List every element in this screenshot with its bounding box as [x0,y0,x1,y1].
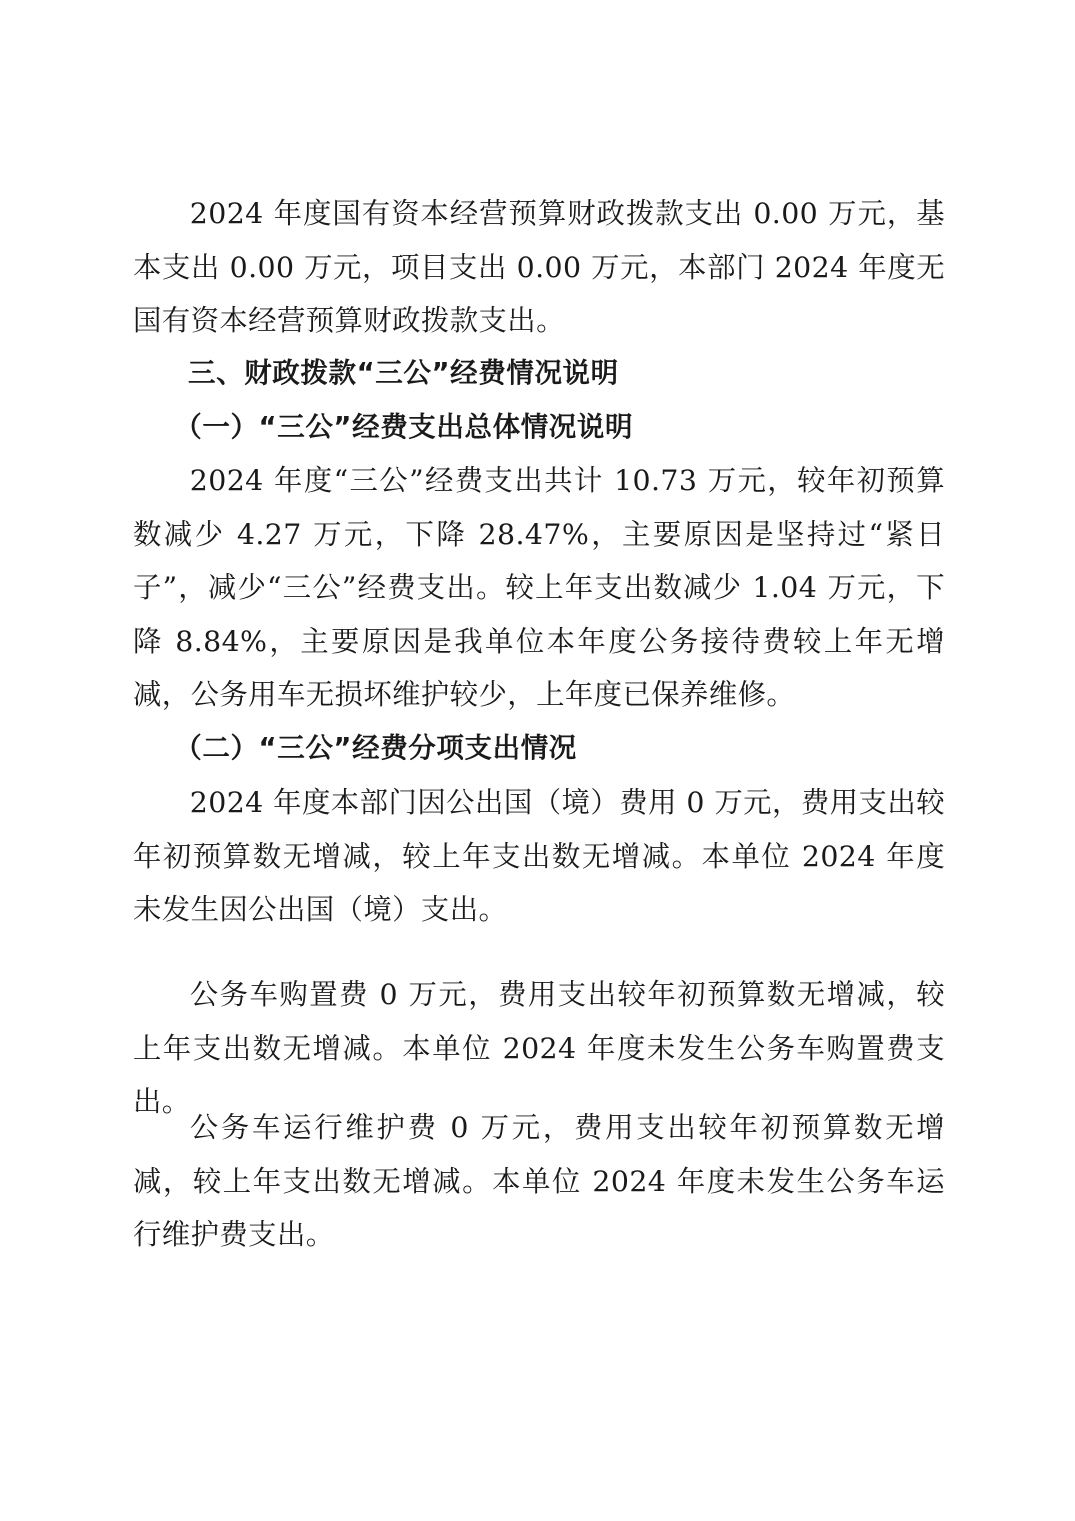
paragraph-overseas-travel: 2024 年度本部门因公出国（境）费用 0 万元，费用支出较年初预算数无增减，较上年支出数无增减。本单位 2024 年度未发生因公出国（境）支出。 [133,786,945,926]
subsection-heading-overall: （一）“三公”经费支出总体情况说明 [174,411,634,443]
section-heading-three-public-expenses: 三、财政拨款“三公”经费情况说明 [188,357,619,389]
paragraph-state-capital-budget: 2024 年度国有资本经营预算财政拨款支出 0.00 万元，基本支出 0.00 万元，项目支出 0.00 万元，本部门 2024 年度无国有资本经营预算财政拨款支出。 [133,197,945,337]
paragraph-overall-expense: 2024 年度“三公”经费支出共计 10.73 万元，较年初预算数减少 4.27 万元，下降 28.47%，主要原因是坚持过“紧日子”，减少“三公”经费支出。较上年支出数减少 1.04 万元，下降 8.84%，主要原因是我单位本年度公务接待费较上年无增减，公务用车无损坏维护较少，上年度已保养维修。 [133,464,945,711]
paragraph-vehicle-maintenance: 公务车运行维护费 0 万元，费用支出较年初预算数无增减，较上年支出数无增减。本单位 2024 年度未发生公务车运行维护费支出。 [133,1111,945,1251]
subsection-heading-itemized: （二）“三公”经费分项支出情况 [174,732,577,764]
paragraph-vehicle-purchase: 公务车购置费 0 万元，费用支出较年初预算数无增减，较上年支出数无增减。本单位 2024 年度未发生公务车购置费支出。 [133,978,945,1118]
